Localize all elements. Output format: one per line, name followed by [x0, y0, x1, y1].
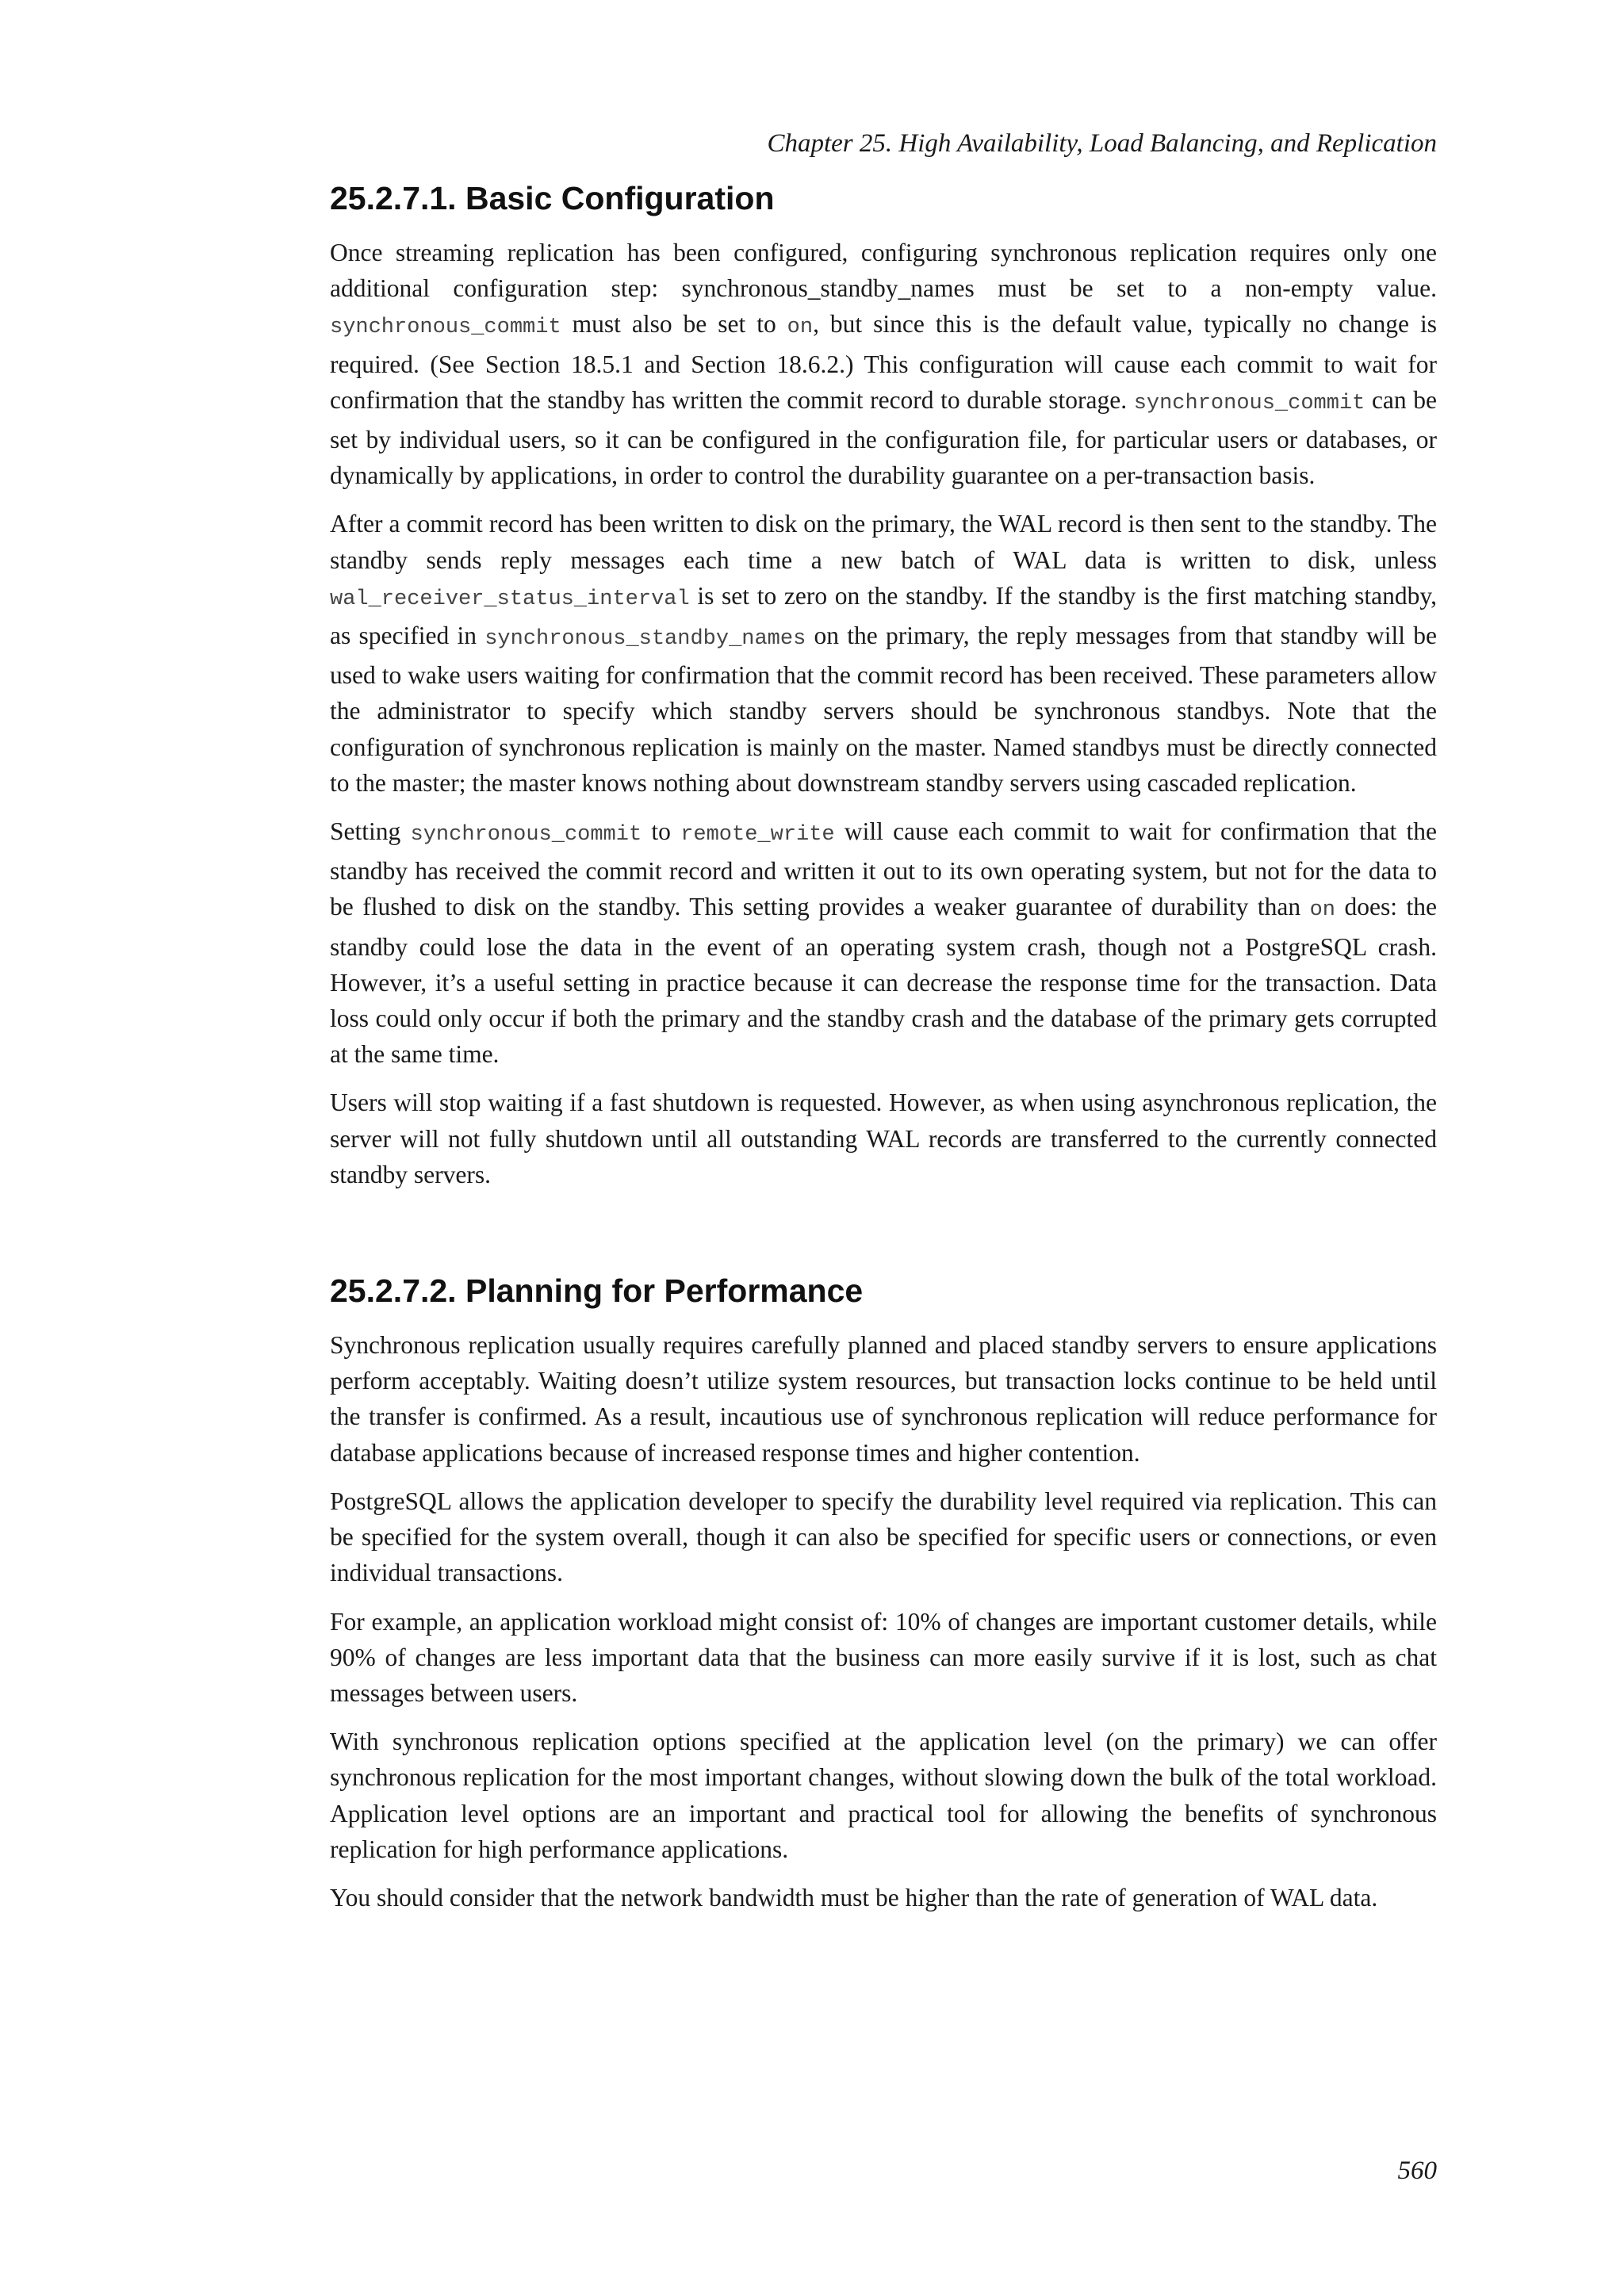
text-run: to: [642, 817, 681, 846]
text-run: After a commit record has been written to disk on the primary, the WAL record is then sent to the standby. The standby sends reply messages each time a new batch of WAL data is written to disk, unless: [330, 510, 1437, 574]
running-header: Chapter 25. High Availability, Load Balancing, and Replication: [767, 129, 1437, 158]
text-run: must also be set to: [561, 310, 787, 339]
code-synchronous-standby-names: synchronous_standby_names: [485, 627, 806, 652]
paragraph: PostgreSQL allows the application developer to specify the durability level required via replication. This can be specified for the system overall, though it can also be specified for specific users or connections, or even individual transactions.: [330, 1487, 1437, 1587]
text-run: will cause each commit to wait for confirmation that the standby has received the commit record and written it out to its own operating system, but not for the data to be flushed to disk on the standby. This setting provides a weaker guarantee of durability than: [330, 817, 1437, 921]
paragraph: You should consider that the network bandwidth must be higher than the rate of generation of WAL data.: [330, 1883, 1378, 1911]
text-run: , but since this is the default value, typically no change is required. (See Section 18.5.1 and Section 18.6.2.) This configuration will cause each commit to wait for confirmation that the standby has written the commit record to durable storage.: [330, 310, 1437, 414]
paragraph: Users will stop waiting if a fast shutdown is requested. However, as when using asynchronous replication, the server will not fully shutdown until all outstanding WAL records are transferred to the currently connected standby servers.: [330, 1089, 1437, 1188]
code-on: on: [1309, 898, 1335, 923]
code-synchronous-commit: synchronous_commit: [1133, 391, 1365, 415]
section-heading-planning-for-performance: 25.2.7.2. Planning for Performance: [330, 1272, 864, 1310]
document-page: [330, 125, 1437, 1928]
page-number: 560: [1397, 2156, 1437, 2185]
text-run: Setting: [330, 817, 411, 846]
text-run: does: the standby could lose the data in the event of an operating system crash, though not a PostgreSQL crash. However, it’s a useful setting in practice because it can decrease the response time for the transaction. Data loss could only occur if both the primary and the standby crash and the database of the primary gets corrupted at the same time.: [330, 893, 1437, 1069]
paragraph: With synchronous replication options specified at the application level (on the primary) we can offer synchronous replication for the most important changes, without slowing down the bulk of the total workload. Application level options are an important and practical tool for allowing the benefits of synchronous replication for high performance applications.: [330, 1728, 1437, 1863]
code-synchronous-commit: synchronous_commit: [330, 316, 561, 340]
code-remote-write: remote_write: [680, 823, 835, 848]
text-run: can be set by individual users, so it can be configured in the configuration file, for particular users or databases, or dynamically by applications, in order to control the durability guarantee on a per-transaction basis.: [330, 385, 1437, 490]
code-wal-receiver-status-interval: wal_receiver_status_interval: [330, 587, 690, 611]
text-run: on the primary, the reply messages from that standby will be used to wake users waiting for confirmation that the commit record has been received. These parameters allow the administrator to specify which standby servers should be synchronous standbys. Note that the configuration of synchronous replication is mainly on the master. Named standbys must be directly connected to the master; the master knows nothing about downstream standby servers using cascaded replication.: [330, 622, 1438, 797]
code-synchronous-commit: synchronous_commit: [410, 823, 642, 848]
section-heading-basic-configuration: 25.2.7.1. Basic Configuration: [330, 180, 775, 216]
paragraph: [330, 813, 1437, 1072]
paragraph: Synchronous replication usually requires carefully planned and placed standby servers to ensure applications perform acceptably. Waiting doesn’t utilize system resources, but transaction locks continue to be held until the transfer is confirmed. As a result, incautious use of synchronous replication will reduce performance for database applications because of increased response times and higher contention.: [330, 1331, 1437, 1467]
paragraph: [330, 506, 1437, 801]
text-run: is set to zero on the standby. If the standby is the first matching standby, as specified in: [330, 581, 1437, 650]
paragraph: [330, 235, 1437, 493]
paragraph: For example, an application workload might consist of: 10% of changes are important customer details, while 90% of changes are less important data that the business can more easily survive if it is lost, such as chat messages between users.: [330, 1607, 1437, 1707]
code-on: on: [787, 316, 814, 340]
text-run: Once streaming replication has been configured, configuring synchronous replication requires only one additional configuration step: synchronous_standby_names must be set to a non-empty value.: [330, 239, 1437, 303]
